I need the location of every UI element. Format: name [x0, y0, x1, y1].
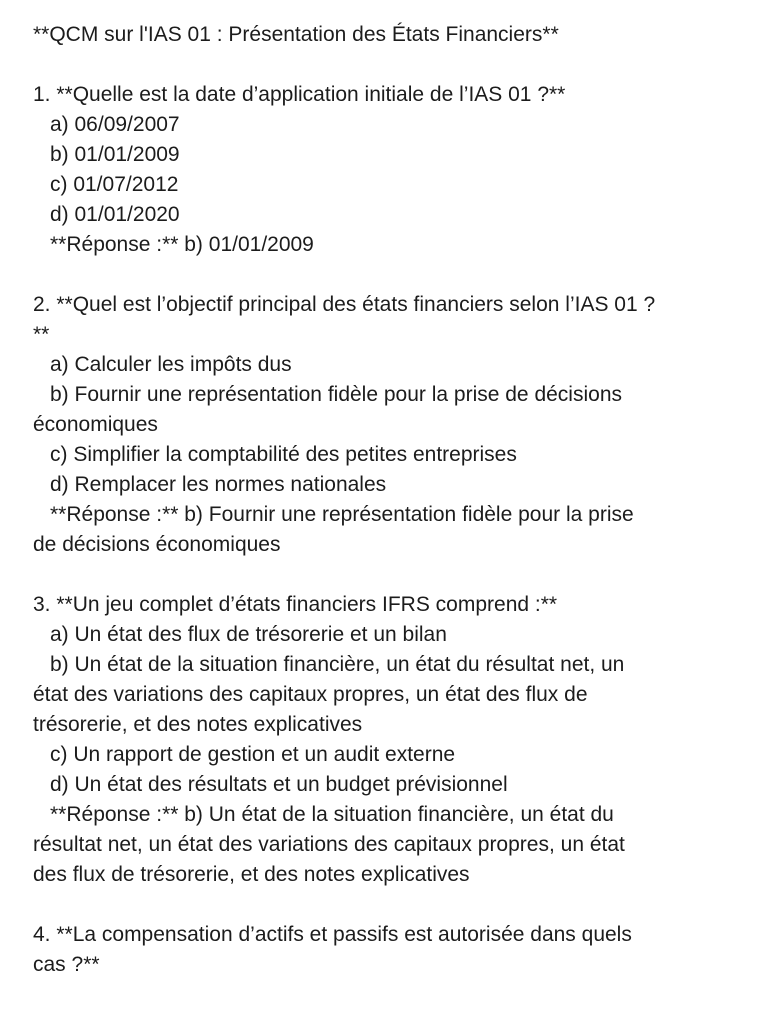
option-b: b) Un état de la situation financière, un état du résultat net, un — [50, 653, 625, 676]
option-a: a) Un état des flux de trésorerie et un bilan — [50, 623, 447, 646]
question-3 — [33, 590, 738, 890]
option-c: c) Simplifier la comptabilité des petites entreprises — [50, 443, 517, 466]
option-d: d) Un état des résultats et un budget prévisionnel — [50, 773, 508, 796]
option-c: c) Un rapport de gestion et un audit externe — [50, 743, 456, 766]
spacer — [33, 50, 738, 80]
answer-text: **Réponse :** b) Un état de la situation financière, un état du — [50, 803, 614, 826]
option-d: d) 01/01/2020 — [50, 203, 180, 226]
answer-text-cont: résultat net, un état des variations des capitaux propres, un état — [33, 833, 625, 856]
option-b: b) 01/01/2009 — [50, 143, 180, 166]
option-c: c) 01/07/2012 — [50, 173, 179, 196]
question-4 — [33, 920, 738, 980]
answer-text: **Réponse :** b) Fournir une représentation fidèle pour la prise — [50, 503, 634, 526]
question-text-cont: cas ?** — [33, 953, 100, 976]
option-a: a) Calculer les impôts dus — [50, 353, 292, 376]
spacer — [33, 260, 738, 290]
spacer — [33, 890, 738, 920]
answer-text-cont: des flux de trésorerie, et des notes explicatives — [33, 863, 470, 886]
option-b: b) Fournir une représentation fidèle pour la prise de décisions — [50, 383, 622, 406]
answer-text-cont: de décisions économiques — [33, 533, 281, 556]
question-1 — [33, 80, 738, 260]
document-title: **QCM sur l'IAS 01 : Présentation des États Financiers** — [33, 23, 559, 46]
question-text: 3. **Un jeu complet d’états financiers IFRS comprend :** — [33, 593, 558, 616]
question-text-cont: ** — [33, 323, 50, 346]
option-a: a) 06/09/2007 — [50, 113, 180, 136]
option-b-cont: état des variations des capitaux propres, un état des flux de — [33, 683, 588, 706]
spacer — [33, 560, 738, 590]
question-text: 1. **Quelle est la date d’application initiale de l’IAS 01 ?** — [33, 83, 566, 106]
option-b-cont: trésorerie, et des notes explicatives — [33, 713, 363, 736]
option-b-cont: économiques — [33, 413, 158, 436]
question-2 — [33, 290, 738, 560]
answer-text: **Réponse :** b) 01/01/2009 — [50, 233, 314, 256]
option-d: d) Remplacer les normes nationales — [50, 473, 387, 496]
question-text: 4. **La compensation d’actifs et passifs est autorisée dans quels — [33, 923, 632, 946]
question-text: 2. **Quel est l’objectif principal des états financiers selon l’IAS 01 ? — [33, 293, 656, 316]
